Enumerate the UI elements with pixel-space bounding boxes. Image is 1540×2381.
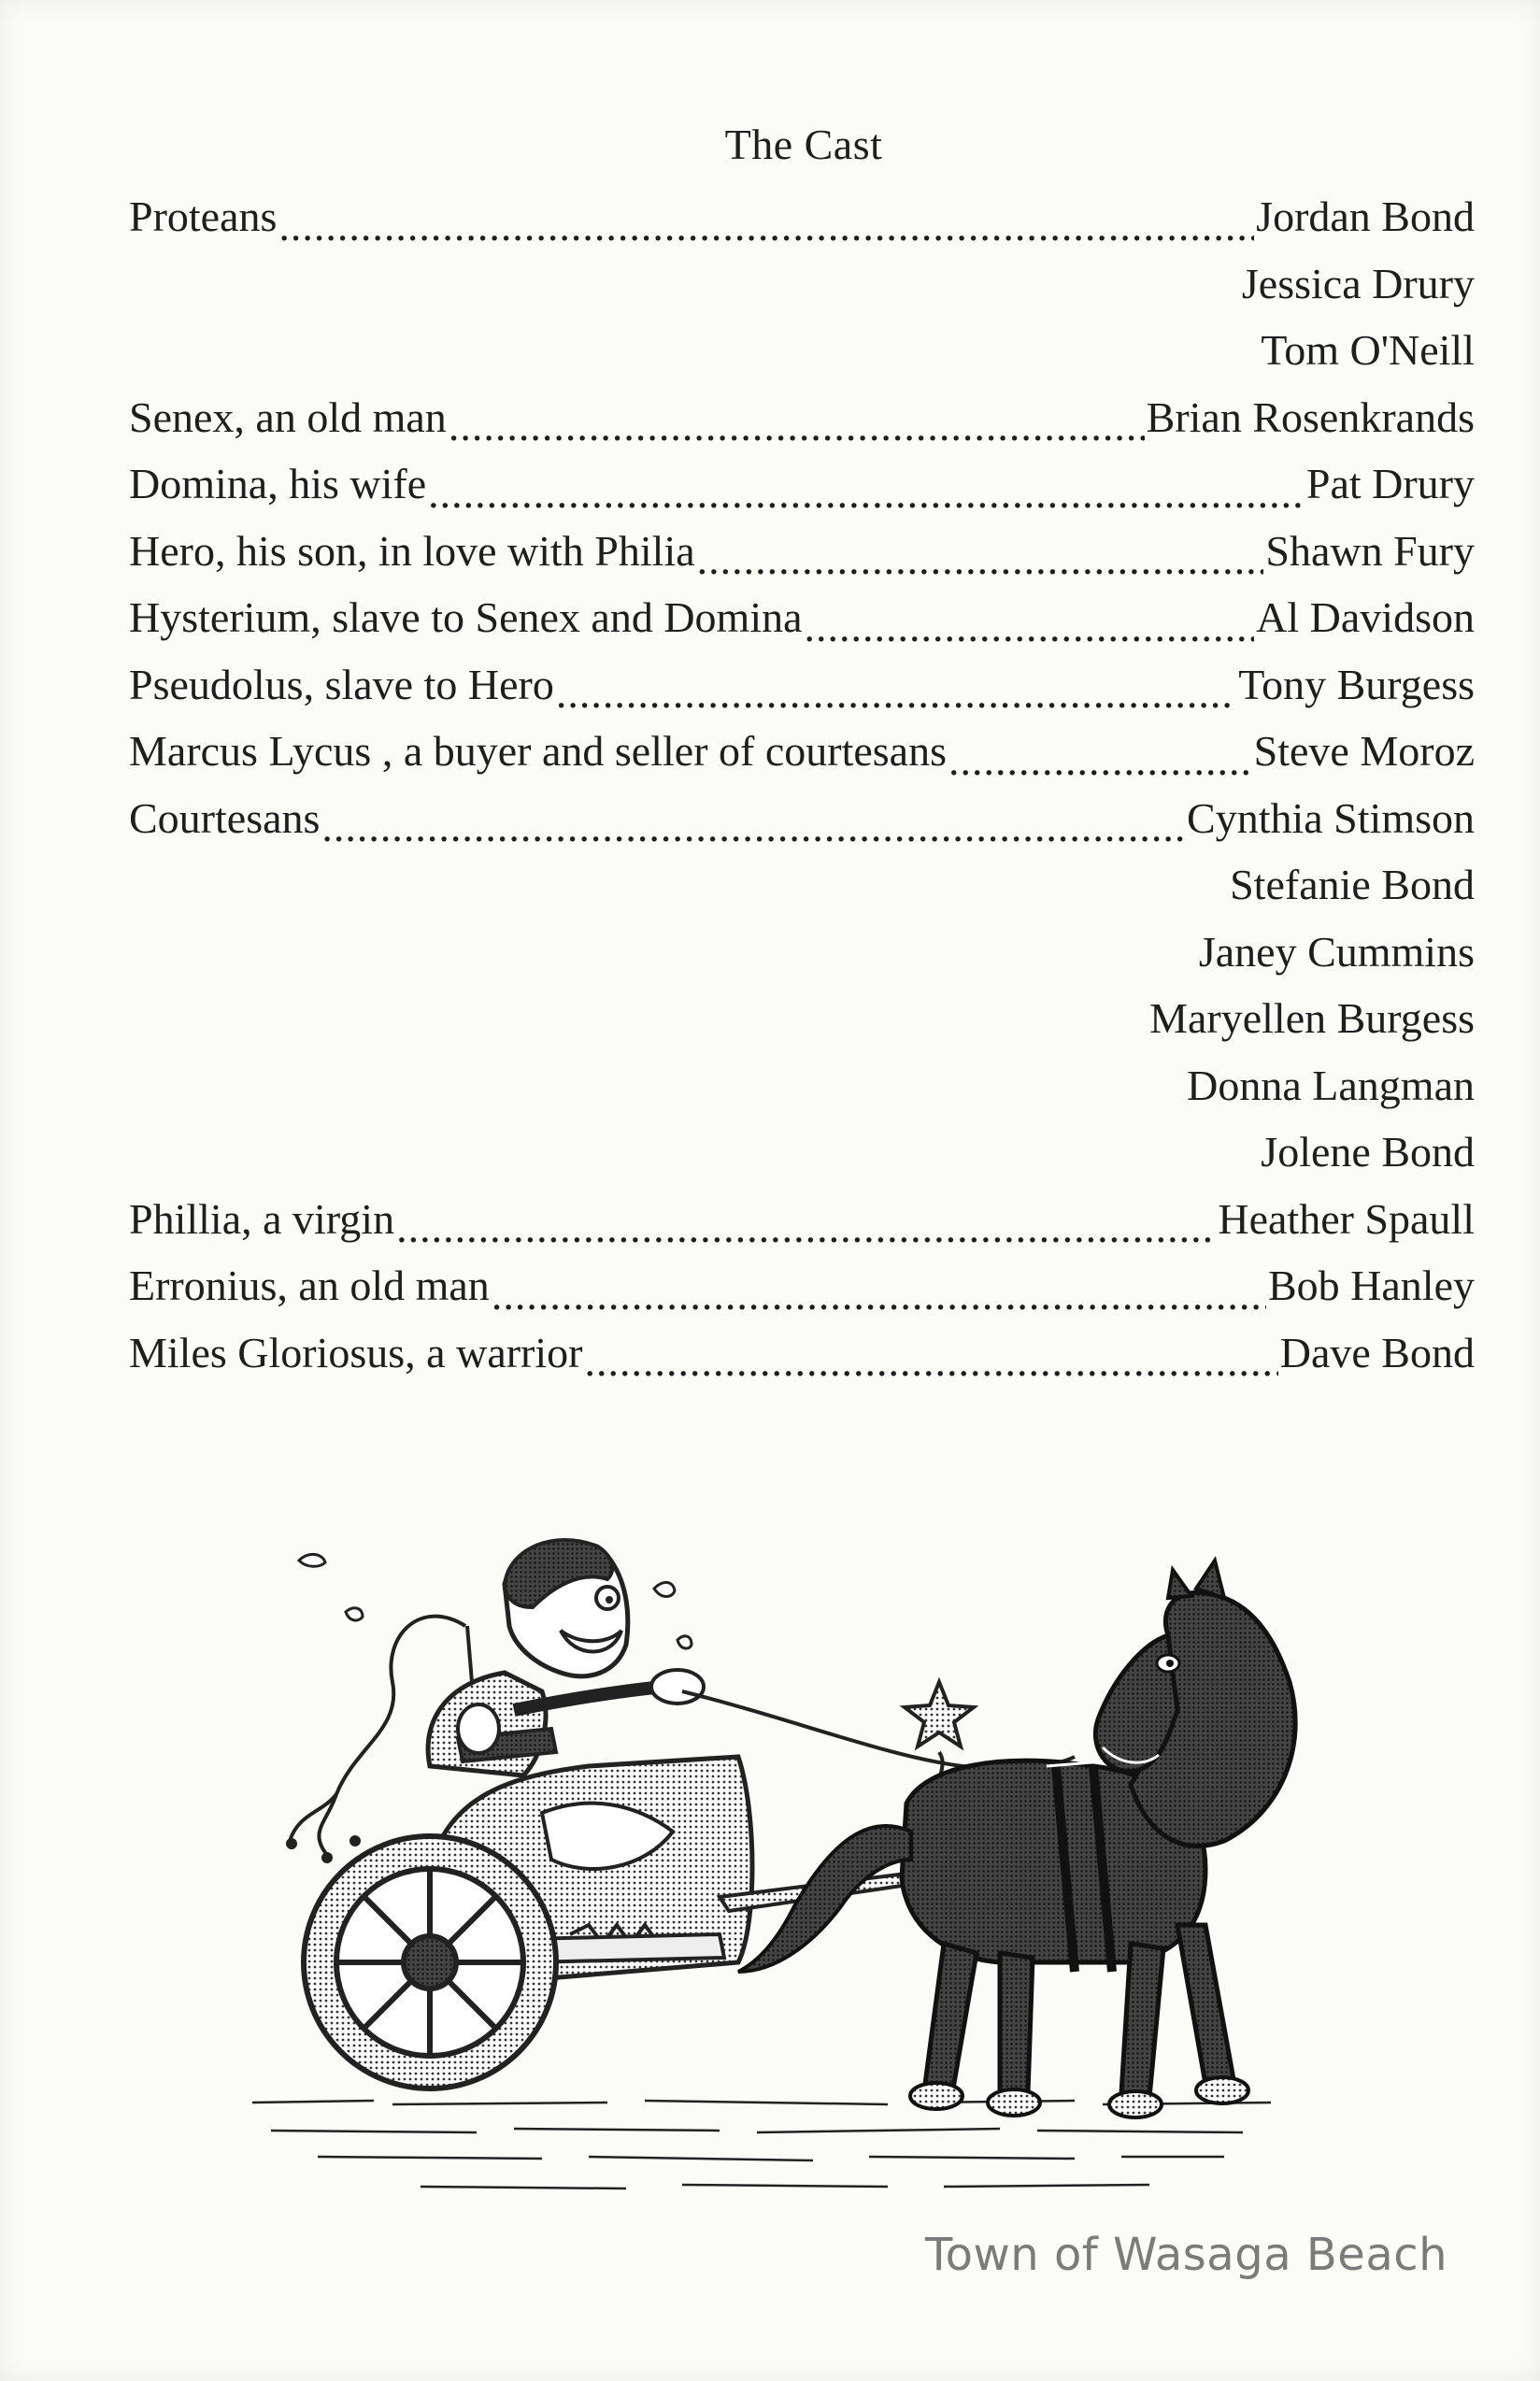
cast-row <box>129 1052 1475 1119</box>
cast-row <box>129 450 1475 518</box>
actor-name: Tony Burgess <box>1238 660 1475 708</box>
chariot-with-horse-icon <box>234 1533 1355 2215</box>
dot-leader <box>449 407 1145 445</box>
actor-name: Jordan Bond <box>1256 192 1475 240</box>
page-title: The Cast <box>724 121 883 168</box>
role-name: Proteans <box>129 192 278 240</box>
actor-name: Jolene Bond <box>1261 1128 1475 1176</box>
actor-name: Al Davidson <box>1256 593 1475 641</box>
actor-name: Cynthia Stimson <box>1187 793 1475 842</box>
cast-row <box>129 1186 1475 1253</box>
role-name: Hysterium, slave to Senex and Domina <box>129 593 803 641</box>
dot-leader <box>321 808 1185 846</box>
dot-leader <box>697 541 1264 578</box>
role-name: Phillia, a virgin <box>129 1194 395 1243</box>
role-name: Pseudolus, slave to Hero <box>129 660 554 708</box>
cast-row <box>129 651 1475 719</box>
role-name: Erronius, an old man <box>129 1262 490 1309</box>
cast-row <box>129 919 1475 986</box>
watermark: Town of Wasaga Beach <box>925 2229 1448 2281</box>
dot-leader <box>584 1343 1277 1380</box>
cast-row <box>129 785 1475 852</box>
actor-name: Stefanie Bond <box>1230 861 1475 908</box>
role-name: Senex, an old man <box>129 392 447 441</box>
dot-leader <box>948 742 1252 779</box>
dot-leader <box>805 608 1255 646</box>
cast-row <box>129 250 1475 318</box>
cast-row <box>129 183 1475 250</box>
actor-name: Dave Bond <box>1279 1328 1475 1376</box>
dot-leader <box>556 675 1236 712</box>
dot-leader <box>278 207 1254 245</box>
actor-name: Tom O'Neill <box>1261 326 1475 374</box>
cast-row <box>129 1119 1475 1186</box>
actor-name: Pat Drury <box>1305 460 1475 507</box>
actor-name: Steve Moroz <box>1253 727 1475 775</box>
role-name: Courtesans <box>129 793 321 842</box>
actor-name: Janey Cummins <box>1198 927 1475 976</box>
cast-row <box>129 584 1475 651</box>
cast-row <box>129 718 1475 785</box>
dot-leader <box>428 475 1305 512</box>
role-name: Miles Gloriosus, a warrior <box>129 1328 583 1376</box>
role-name: Hero, his son, in love with Philia <box>129 526 695 575</box>
cast-list <box>129 183 1475 1386</box>
cast-row <box>129 1252 1475 1319</box>
role-name: Domina, his wife <box>129 460 427 507</box>
cast-row <box>129 851 1475 919</box>
dot-leader <box>492 1276 1266 1314</box>
cast-row <box>129 518 1475 585</box>
actor-name: Maryellen Burgess <box>1149 994 1475 1042</box>
actor-name: Brian Rosenkrands <box>1146 392 1475 441</box>
role-name: Marcus Lycus , a buyer and seller of courtesans <box>129 727 947 775</box>
actor-name: Bob Hanley <box>1267 1262 1475 1309</box>
cast-row <box>129 317 1475 384</box>
dot-leader <box>396 1209 1216 1247</box>
cast-row <box>129 1319 1475 1387</box>
actor-name: Jessica Drury <box>1241 259 1475 307</box>
actor-name: Shawn Fury <box>1265 526 1475 575</box>
actor-name: Heather Spaull <box>1218 1194 1475 1243</box>
cast-row <box>129 384 1475 451</box>
actor-name: Donna Langman <box>1187 1061 1475 1109</box>
cast-row <box>129 985 1475 1052</box>
